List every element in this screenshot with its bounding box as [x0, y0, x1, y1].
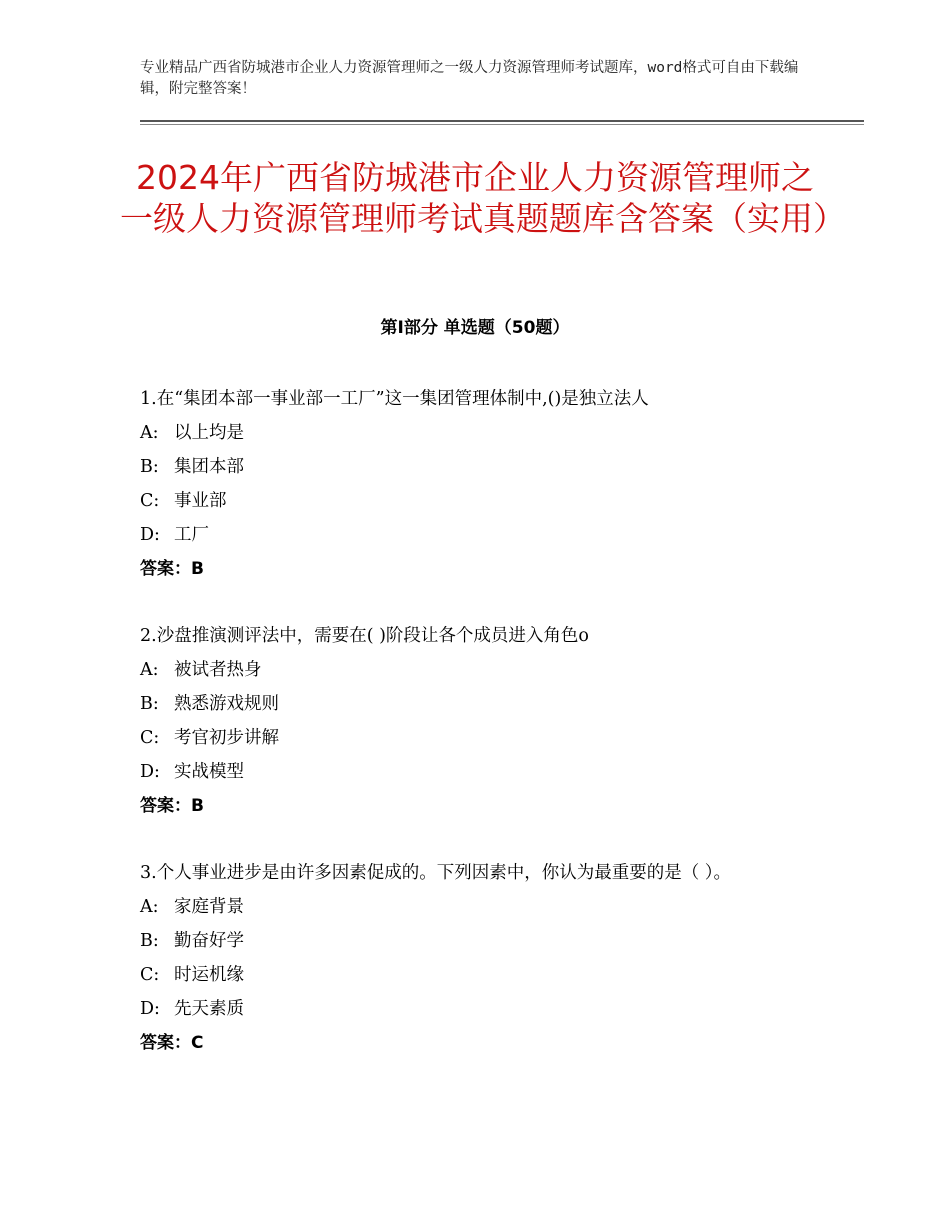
- option-text: 被试者热身: [174, 660, 262, 680]
- option-text: 勤奋好学: [174, 931, 244, 951]
- answer: 答案：B: [140, 559, 204, 579]
- option-text: 考官初步讲解: [174, 728, 279, 748]
- option-key: D:: [140, 999, 160, 1019]
- option-key: C:: [140, 728, 160, 748]
- option-a: [140, 416, 820, 450]
- document-title: 2024年广西省防城港市企业人力资源管理师之一级人力资源管理师考试真题题库含答案（实用）: [120, 158, 846, 238]
- option-key: B:: [140, 457, 159, 477]
- question-2: [140, 619, 820, 823]
- header-divider-thin: [140, 124, 864, 125]
- option-text: 先天素质: [174, 999, 244, 1019]
- header-divider: [140, 120, 864, 122]
- option-key: B:: [140, 694, 159, 714]
- option-key: B:: [140, 931, 159, 951]
- option-key: A:: [140, 660, 159, 680]
- option-text: 集团本部: [174, 457, 244, 477]
- option-text: 工厂: [174, 525, 209, 545]
- option-d: [140, 992, 820, 1026]
- option-text: 时运机缘: [174, 965, 244, 985]
- option-b: [140, 924, 820, 958]
- question-3: [140, 856, 820, 1060]
- option-key: A:: [140, 897, 159, 917]
- answer: 答案：B: [140, 796, 204, 816]
- section-title: 第Ⅰ部分 单选题（50题）: [380, 318, 570, 338]
- option-key: C:: [140, 491, 160, 511]
- question-stem: 3.个人事业进步是由许多因素促成的。下列因素中，你认为最重要的是（ ）。: [140, 863, 732, 883]
- option-key: D:: [140, 762, 160, 782]
- option-d: [140, 518, 820, 552]
- question-stem: 1.在“集团本部一事业部一工厂”这一集团管理体制中,()是独立法人: [140, 389, 649, 409]
- question-stem: 2.沙盘推演测评法中，需要在( )阶段让各个成员进入角色o: [140, 626, 589, 646]
- option-d: [140, 755, 820, 789]
- option-c: [140, 484, 820, 518]
- option-key: C:: [140, 965, 160, 985]
- option-c: [140, 958, 820, 992]
- option-key: A:: [140, 423, 159, 443]
- option-text: 以上均是: [174, 423, 244, 443]
- question-1: [140, 382, 820, 586]
- option-c: [140, 721, 820, 755]
- option-text: 熟悉游戏规则: [174, 694, 279, 714]
- option-text: 事业部: [174, 491, 227, 511]
- question-list: [140, 382, 820, 1093]
- answer: 答案：C: [140, 1033, 204, 1053]
- option-text: 实战模型: [174, 762, 244, 782]
- option-a: [140, 653, 820, 687]
- option-b: [140, 450, 820, 484]
- header-note: 专业精品广西省防城港市企业人力资源管理师之一级人力资源管理师考试题库，word格式可自由下载编辑，附完整答案！: [140, 60, 799, 97]
- option-text: 家庭背景: [174, 897, 244, 917]
- option-b: [140, 687, 820, 721]
- option-key: D:: [140, 525, 160, 545]
- option-a: [140, 890, 820, 924]
